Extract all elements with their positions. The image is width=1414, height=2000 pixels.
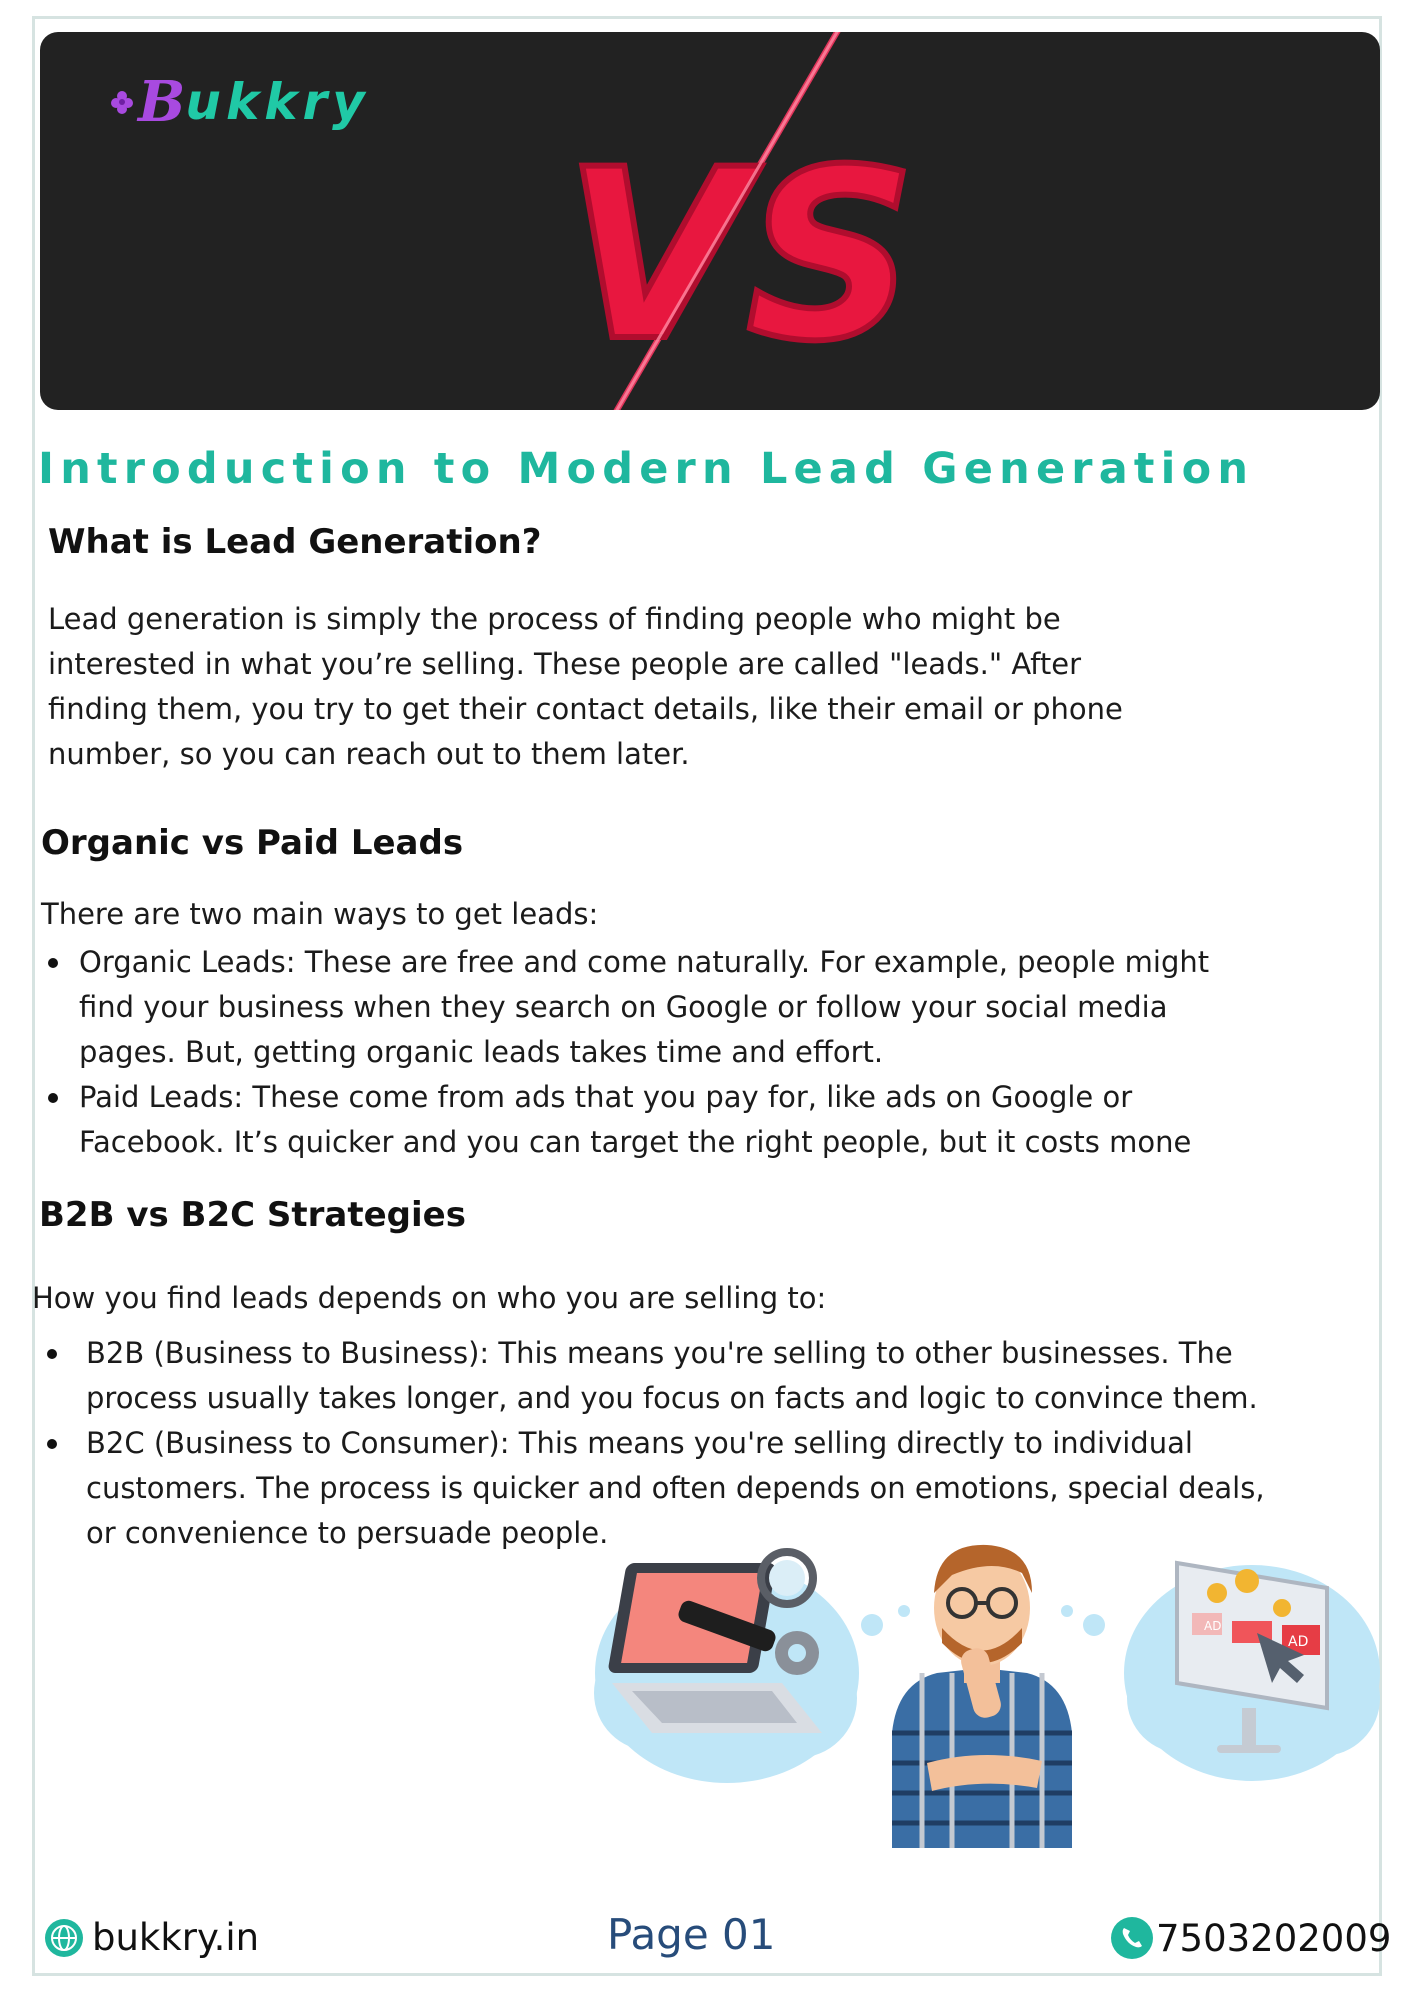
paragraph-line: interested in what you’re selling. These people are called "leads." After <box>48 647 1082 681</box>
logo-initial: B <box>138 69 186 135</box>
paragraph-line: Lead generation is simply the process of finding people who might be <box>48 602 1061 636</box>
vs-text: VS <box>564 120 916 393</box>
section-heading-organic-paid: Organic vs Paid Leads <box>41 823 464 863</box>
b2b-b2c-intro: How you find leads depends on who you are selling to: <box>32 1281 827 1315</box>
list-item: Paid Leads: These come from ads that you pay for, like ads on Google or Facebook. It’s quicker and you can target the right people, but it costs mone <box>38 1075 1209 1165</box>
phone-icon <box>1110 1916 1154 1960</box>
thinking-man <box>892 1545 1072 1848</box>
website-link[interactable] <box>44 1916 259 1959</box>
phone-text: 7503202009 <box>1156 1916 1392 1960</box>
thinking-man-illustration <box>592 1533 1382 1863</box>
header-banner <box>40 32 1380 410</box>
ads-monitor-image <box>1124 1563 1380 1781</box>
list-item: B2B (Business to Business): This means you're selling to other businesses. The process usually takes longer, and you focus on facts and logic to convince them. <box>30 1331 1265 1421</box>
website-text: bukkry.in <box>92 1916 260 1959</box>
page-title: Introduction to Modern Lead Generation <box>38 444 1255 494</box>
list-item: Organic Leads: These are free and come naturally. For example, people might find your business when they search on Google or follow your social media pages. But, getting organic leads takes time and effort. <box>38 940 1209 1075</box>
organic-paid-intro: There are two main ways to get leads: <box>41 897 599 931</box>
svg-text:AD: AD <box>1288 1634 1309 1650</box>
page-number: Page 01 <box>607 1910 776 1959</box>
logo-wordmark: ukkry <box>185 73 370 131</box>
laptop-magnifier-image <box>594 1552 859 1783</box>
globe-icon <box>44 1918 84 1958</box>
paragraph-line: number, so you can reach out to them later. <box>48 737 690 771</box>
brand-logo[interactable] <box>110 69 370 135</box>
svg-text:AD: AD <box>1204 1619 1222 1633</box>
phone-link[interactable] <box>1110 1916 1391 1960</box>
section-heading-lead-generation: What is Lead Generation? <box>48 522 542 562</box>
paragraph-line: finding them, you try to get their contact details, like their email or phone <box>48 692 1123 726</box>
section-heading-b2b-b2c: B2B vs B2C Strategies <box>39 1195 466 1235</box>
lead-generation-paragraph <box>48 597 1123 777</box>
organic-paid-list <box>38 940 1209 1165</box>
flower-icon <box>110 90 134 114</box>
list-item: B2C (Business to Consumer): This means you're selling directly to individual customers. The process is quicker and often depends on emotions, special deals, or convenience to persuade people. <box>30 1421 1265 1556</box>
b2b-b2c-list <box>30 1331 1265 1556</box>
